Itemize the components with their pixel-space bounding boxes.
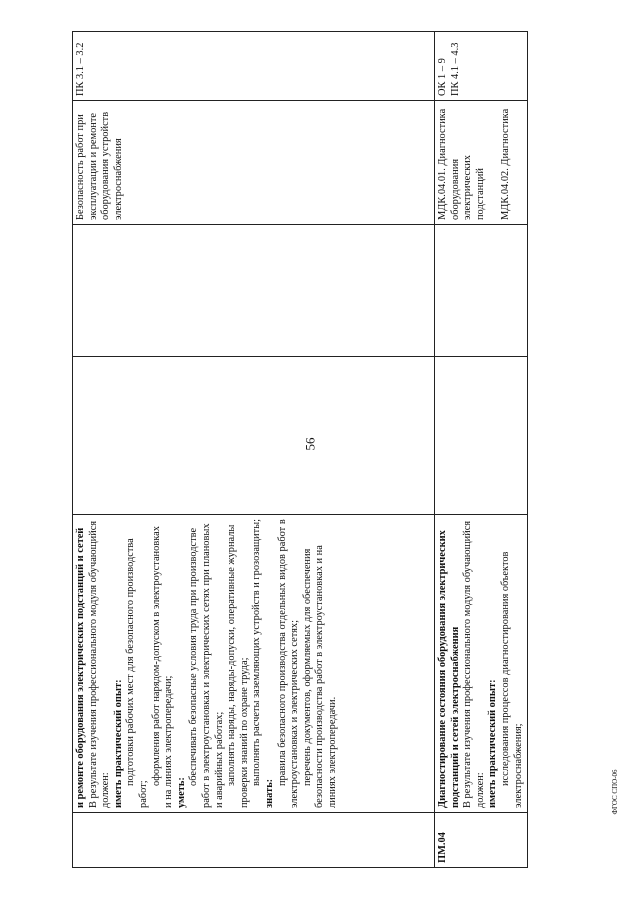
module-code-cell: ПМ.04	[435, 813, 528, 868]
hours-cell	[435, 225, 528, 357]
content-paragraph: выполнять расчеты заземляющих устройств и грозозащиты;	[251, 519, 263, 786]
module-content-cell	[73, 515, 435, 813]
content-paragraph: знать:	[263, 778, 275, 808]
curriculum-table	[72, 31, 528, 868]
content-paragraph: В результате изучения профессионального модуля обучающийся должен:	[462, 520, 486, 808]
content-paragraph: оформления работ нарядом-допуском в электроустановках и на линиях электропередачи;	[150, 526, 175, 808]
mdk-cell	[435, 101, 528, 225]
competencies-cell	[435, 32, 528, 101]
competency-item: ПК 3.1 – 3.2	[75, 42, 86, 96]
content-paragraph: обеспечивать безопасные условия труда при производстве работ в электроустановках и электрических сетях при плановых и аварийных работах;	[188, 523, 225, 808]
page-number: 56	[302, 437, 318, 451]
hours-cell	[73, 225, 435, 357]
competency-item: ПК 4.1 – 4.3	[449, 42, 461, 96]
content-paragraph: В результате изучения профессионального модуля обучающийся должен:	[87, 520, 112, 808]
competencies-cell	[73, 32, 435, 101]
content-paragraph: правила безопасного производства отдельных видов работ в электроустановках и электрических сетях;	[276, 519, 301, 808]
hours-cell	[73, 357, 435, 515]
content-paragraph: подготовки рабочих мест для безопасного производства работ;	[125, 538, 149, 808]
content-paragraph: перечень документов, оформляемых для обеспечения безопасности производства работ в электроустановках и на линиях электропередачи.	[301, 545, 338, 808]
table-row	[435, 32, 528, 868]
module-content-cell	[435, 515, 528, 813]
mdk-item: Безопасность работ при эксплуатации и ремонте оборудования устройств электроснабжения	[75, 111, 124, 220]
content-paragraph: исследования процессов диагностирования объектов электроснабжения;	[499, 551, 524, 808]
footer-code: ФГОС СПО-06	[611, 769, 619, 815]
module-code-cell	[73, 813, 435, 868]
content-paragraph: уметь:	[175, 777, 187, 808]
mdk-cell	[73, 101, 435, 225]
mdk-item: МДК.04.01. Диагностика оборудования электрических подстанций	[437, 108, 486, 220]
content-paragraph: иметь практический опыт:	[487, 679, 499, 808]
mdk-item: МДК.04.02. Диагностика	[500, 108, 512, 220]
table-row	[73, 32, 435, 868]
content-paragraph: иметь практический опыт:	[112, 679, 124, 808]
content-paragraph: и ремонте оборудования электрических подстанций и сетей	[75, 527, 86, 808]
rotated-table-sheet	[72, 32, 524, 868]
content-paragraph: Диагностирование состояния оборудования электрических подстанций и сетей электроснабжения	[437, 530, 461, 808]
hours-cell	[435, 357, 528, 515]
content-paragraph: заполнять наряды, наряды-допуски, оперативные журналы проверки знаний по охране труда;	[226, 524, 250, 808]
competency-item: ОК 1 – 9	[437, 58, 448, 96]
